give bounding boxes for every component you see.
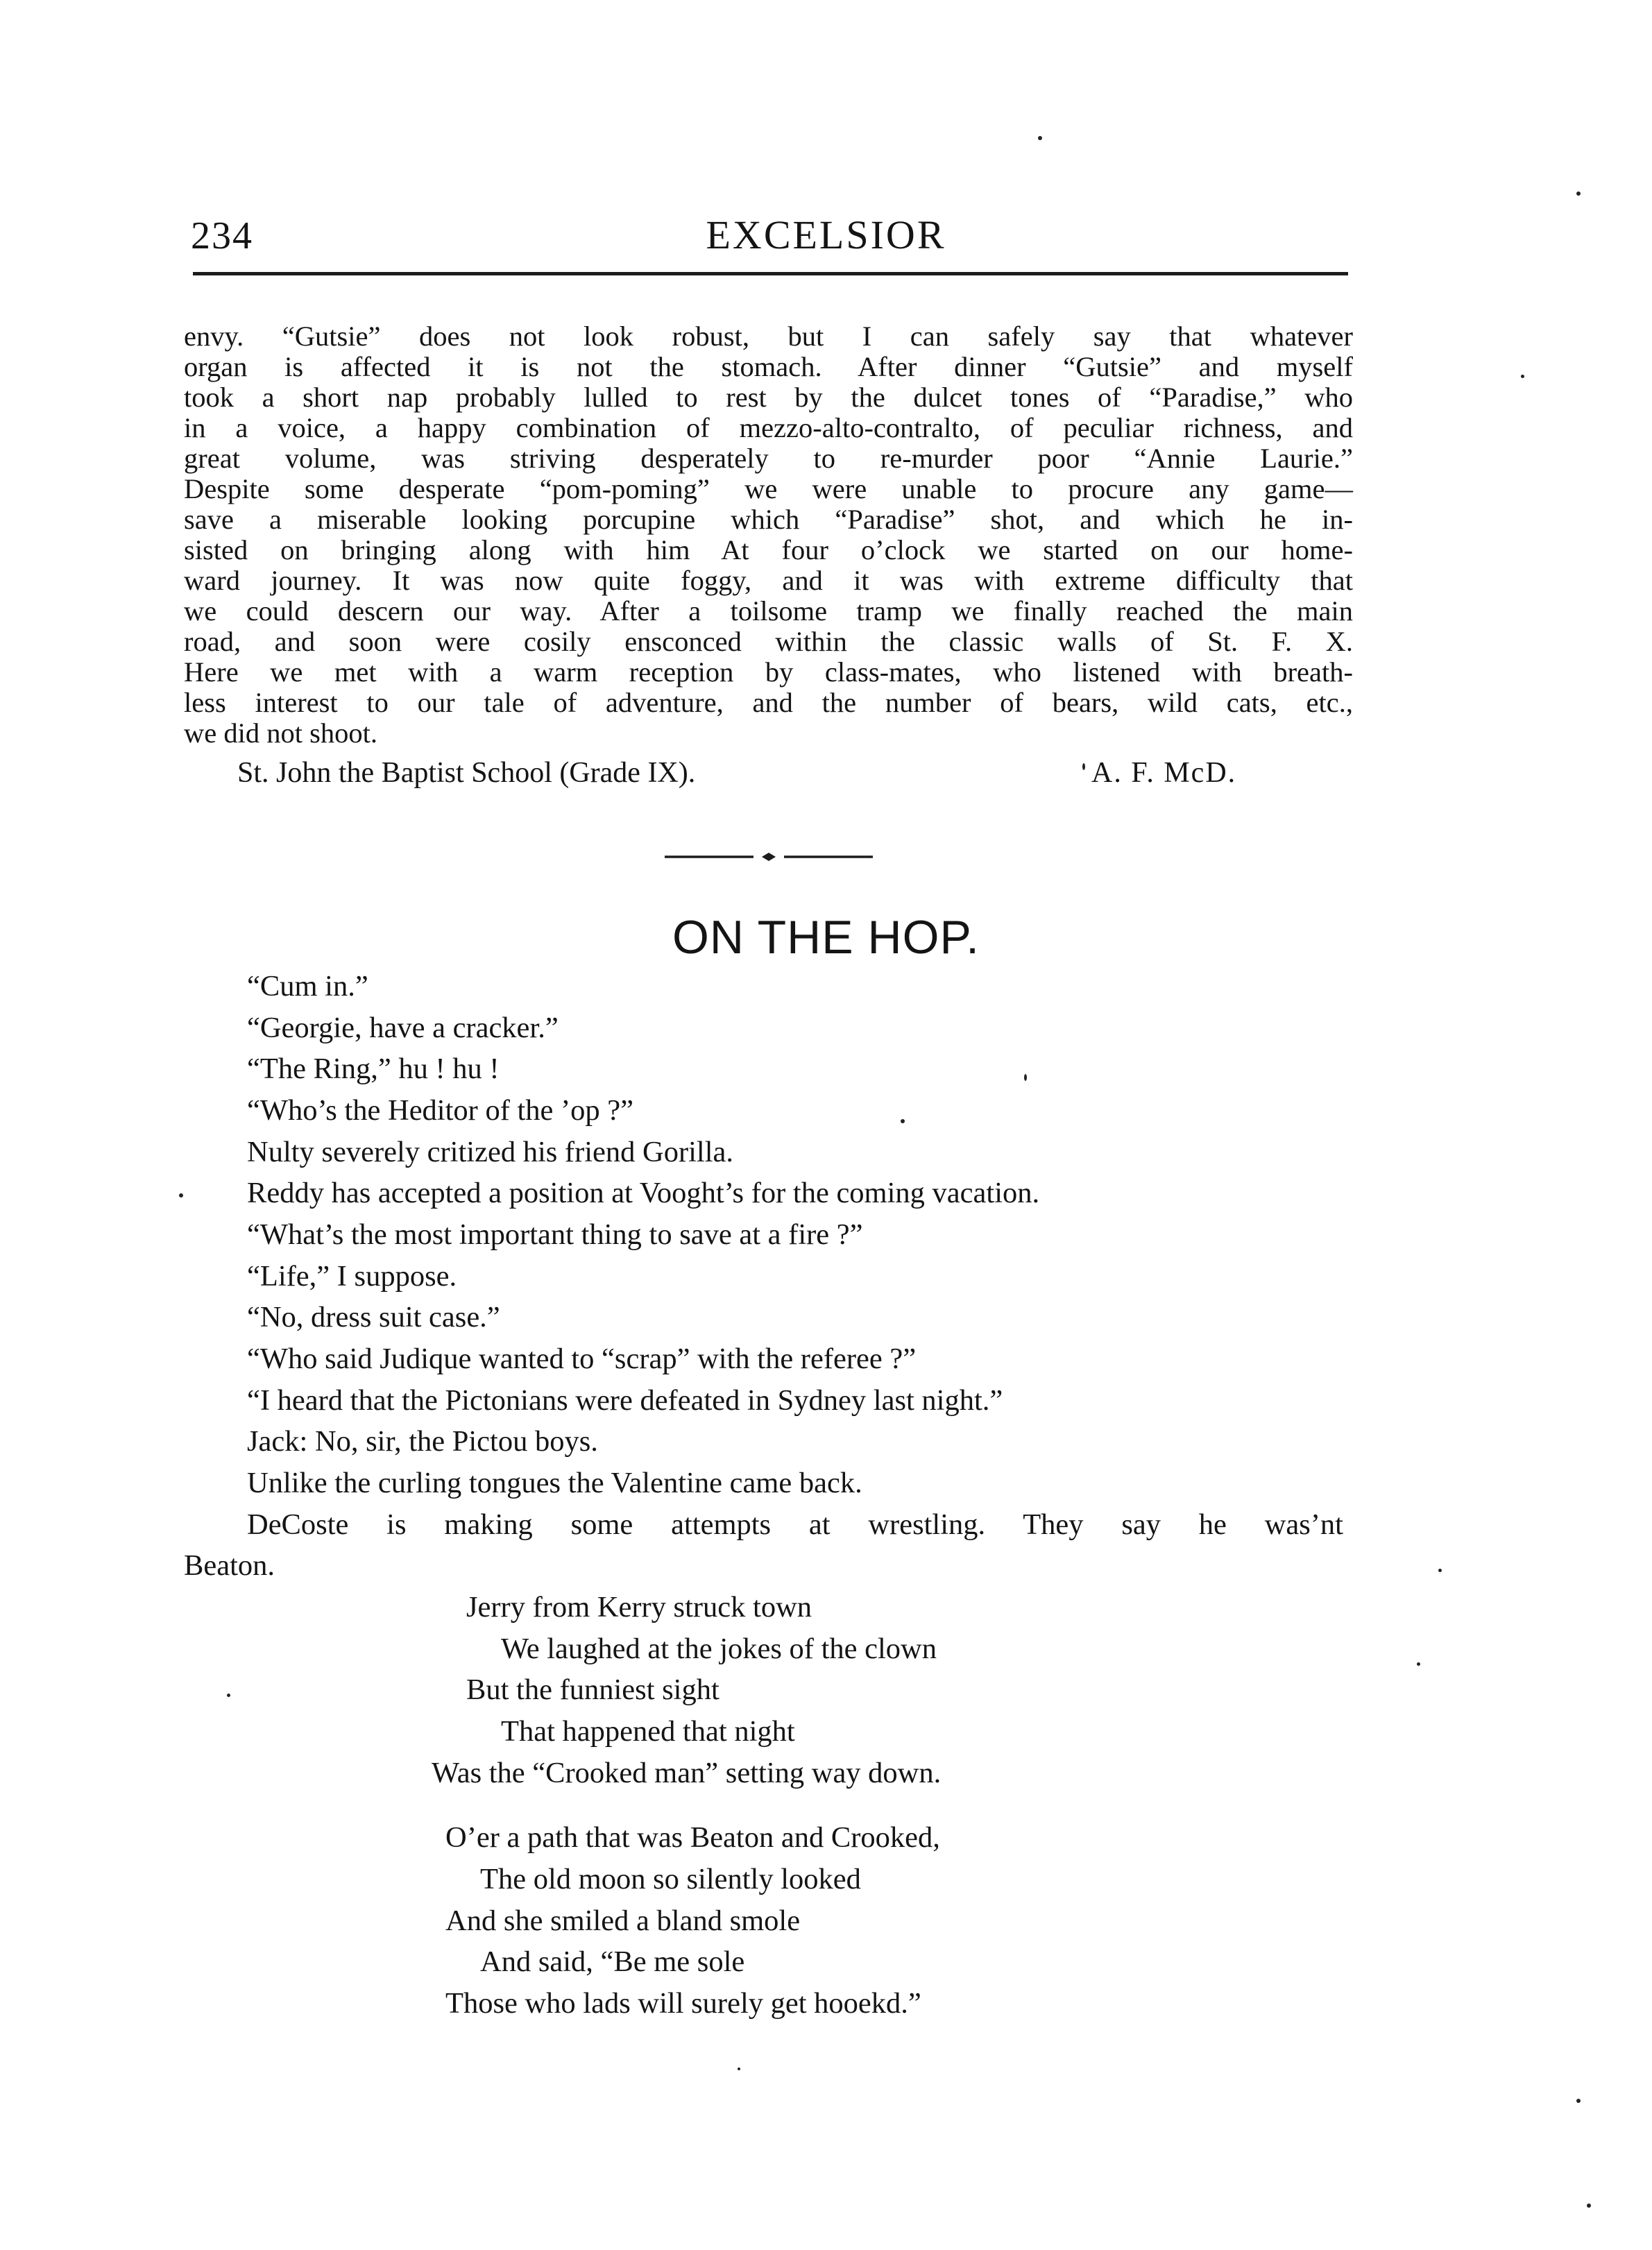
section-title: ON THE HOP. — [672, 911, 980, 964]
item-line: “Life,” I suppose. — [247, 1260, 457, 1293]
scan-speck — [227, 1694, 230, 1697]
article-line: sisted on bringing along with him At four o’clock we started on our home- — [184, 534, 1353, 565]
item-line: Unlike the curling tongues the Valentine came back. — [247, 1467, 862, 1499]
scan-speck — [1038, 136, 1042, 140]
item-line: Jack: No, sir, the Pictou boys. — [247, 1425, 598, 1458]
item-line: “Georgie, have a cracker.” — [247, 1012, 559, 1044]
article-line: we could descern our way. After a toilsome tramp we finally reached the main — [184, 595, 1353, 627]
item-line: DeCoste is making some attempts at wrestling. They say he was’nt — [247, 1508, 1343, 1541]
item-line: “Who’s the Heditor of the ’op ?” — [247, 1094, 634, 1127]
header-rule — [193, 272, 1348, 275]
verse-line: The old moon so silently looked — [480, 1863, 861, 1895]
scan-speck — [901, 1119, 905, 1123]
scan-speck — [1587, 2204, 1591, 2208]
article-line: Here we met with a warm reception by class-mates, who listened with breath- — [184, 656, 1353, 688]
article-line: organ is affected it is not the stomach. After dinner “Gutsie” and myself — [184, 351, 1353, 382]
article-line: less interest to our tale of adventure, and the number of bears, wild cats, etc., — [184, 687, 1353, 718]
article-line: envy. “Gutsie” does not look robust, but I can safely say that whatever — [184, 321, 1353, 352]
scan-speck — [1438, 1569, 1442, 1572]
item-line: “Cum in.” — [247, 970, 368, 1003]
scan-speck — [1024, 1074, 1027, 1081]
verse-line: That happened that night — [501, 1715, 795, 1748]
item-line: Beaton. — [184, 1549, 275, 1582]
page-number: 234 — [191, 214, 253, 257]
verse-line: And she smiled a bland smole — [445, 1904, 801, 1937]
verse-line: And said, “Be me sole — [480, 1945, 745, 1978]
scan-speck — [179, 1193, 183, 1198]
article-line: in a voice, a happy combination of mezzo-alto-contralto, of peculiar richness, and — [184, 412, 1353, 443]
verse-line: Was the “Crooked man” setting way down. — [432, 1757, 942, 1789]
scan-speck — [738, 2068, 740, 2070]
signature-school: St. John the Baptist School (Grade IX). — [237, 757, 696, 789]
scan-speck — [1521, 375, 1524, 378]
scan-speck — [1576, 2099, 1581, 2103]
article-line: ward journey. It was now quite foggy, and it was with extreme difficulty that — [184, 565, 1353, 596]
signature-initials: A. F. McD. — [1091, 757, 1237, 789]
item-line: “No, dress suit case.” — [247, 1301, 500, 1333]
item-line: “The Ring,” hu ! hu ! — [247, 1052, 500, 1085]
item-line: Reddy has accepted a position at Vooght’s for the coming vacation. — [247, 1177, 1040, 1209]
verse-line: Jerry from Kerry struck town — [466, 1591, 812, 1623]
article-line: save a miserable looking porcupine which “Paradise” shot, and which he in- — [184, 504, 1353, 535]
article-line: great volume, was striving desperately to re-murder poor “Annie Laurie.” — [184, 443, 1353, 474]
scan-speck — [1082, 763, 1085, 770]
verse-line: We laughed at the jokes of the clown — [501, 1633, 937, 1665]
item-line: “I heard that the Pictonians were defeated in Sydney last night.” — [247, 1384, 1003, 1417]
verse-line: But the funniest sight — [466, 1673, 719, 1706]
verse-line: O’er a path that was Beaton and Crooked, — [445, 1821, 940, 1854]
article-line: we did not shoot. — [184, 717, 377, 749]
article-line: took a short nap probably lulled to rest by the dulcet tones of “Paradise,” who — [184, 382, 1353, 413]
ornament-divider — [665, 851, 873, 862]
scan-speck — [1576, 191, 1581, 196]
verse-line: Those who lads will surely get hooekd.” — [445, 1987, 921, 2020]
item-line: Nulty severely critized his friend Gorilla. — [247, 1136, 734, 1168]
article-line: Despite some desperate “pom-poming” we were unable to procure any game— — [184, 473, 1353, 504]
running-head: EXCELSIOR — [706, 212, 946, 257]
article-line: road, and soon were cosily ensconced within the classic walls of St. F. X. — [184, 626, 1353, 657]
item-line: “Who said Judique wanted to “scrap” with the referee ?” — [247, 1343, 917, 1375]
item-line: “What’s the most important thing to save at a fire ?” — [247, 1218, 863, 1251]
scan-speck — [1417, 1662, 1420, 1666]
